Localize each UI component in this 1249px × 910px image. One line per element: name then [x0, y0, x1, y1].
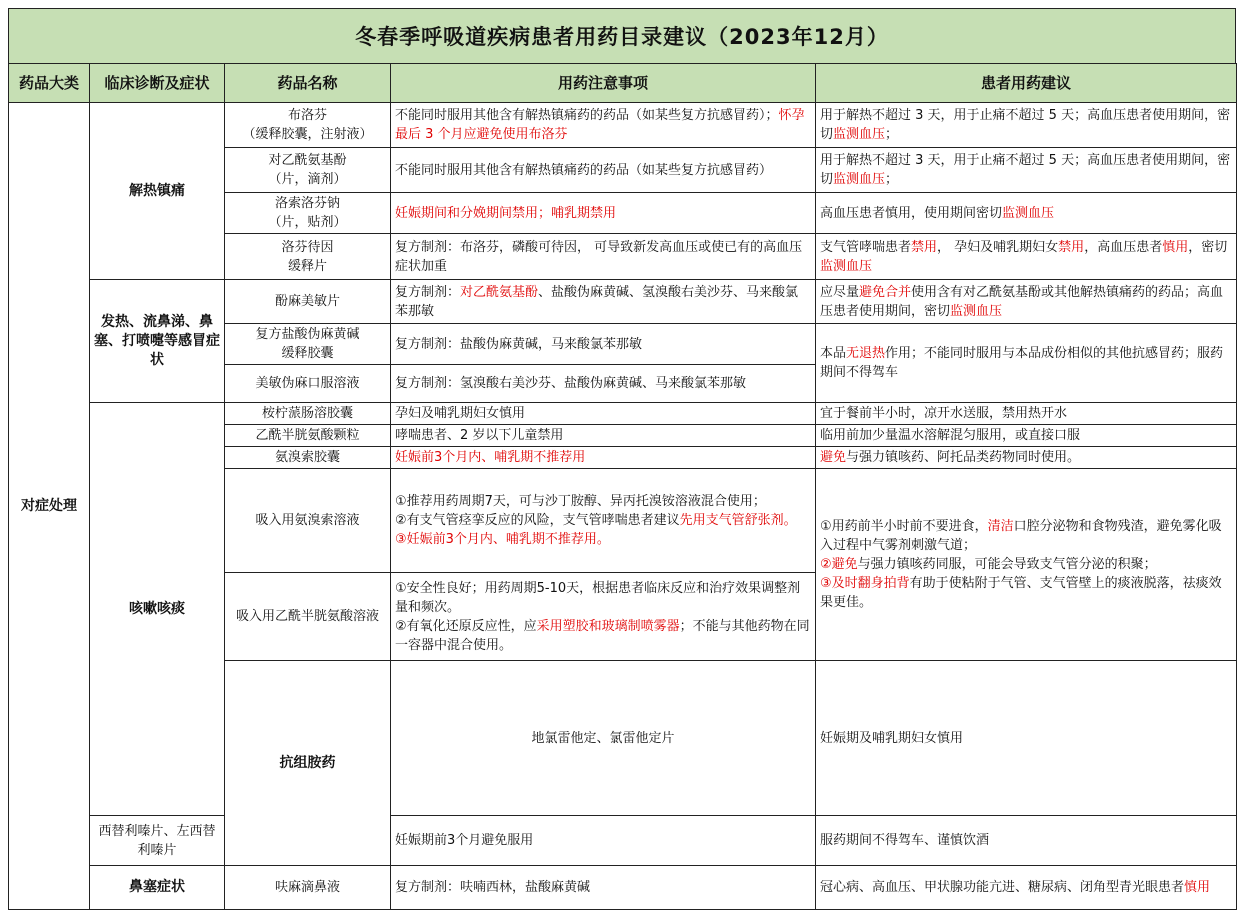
drug-name: 吸入用氨溴索溶液 — [225, 469, 391, 573]
drug-notes: 妊娠期及哺乳期妇女慎用 — [816, 661, 1237, 816]
table-header-row — [9, 64, 1237, 103]
drug-name: 地氯雷他定、氯雷他定片 — [391, 661, 816, 816]
group-fever: 解热镇痛 — [90, 103, 225, 280]
drug-advice: 宜于餐前半小时，凉开水送服，禁用热开水 — [816, 403, 1237, 425]
drug-name: 复方盐酸伪麻黄碱 缓释胶囊 — [225, 324, 391, 365]
drug-table — [8, 63, 1237, 910]
drug-notes: 妊娠期间和分娩期间禁用；哺乳期禁用 — [391, 193, 816, 234]
group-antihistamine: 抗组胺药 — [225, 661, 391, 866]
drug-notes: 哮喘患者、2 岁以下儿童禁用 — [391, 425, 816, 447]
drug-advice: 避免与强力镇咳药、阿托品类药物同时使用。 — [816, 447, 1237, 469]
category-cell: 对症处理 — [9, 103, 90, 910]
drug-name: 吸入用乙酰半胱氨酸溶液 — [225, 573, 391, 661]
drug-name: 西替利嗪片、左西替利嗪片 — [90, 816, 225, 866]
drug-name: 对乙酰氨基酚 （片，滴剂） — [225, 148, 391, 193]
drug-advice: 本品无退热作用；不能同时服用与本品成份相似的其他抗感冒药；服药期间不得驾车 — [816, 324, 1237, 403]
drug-notes: 复方制剂：对乙酰氨基酚、盐酸伪麻黄碱、氢溴酸右美沙芬、马来酸氯苯那敏 — [391, 280, 816, 324]
drug-name: 氨溴索胶囊 — [225, 447, 391, 469]
drug-advice: 服药期间不得驾车、谨慎饮酒 — [816, 816, 1237, 866]
drug-advice: ①用药前半小时前不要进食，清洁口腔分泌物和食物残渣，避免雾化吸入过程中气雾剂刺激气道； ②避免与强力镇咳药同服，可能会导致支气管分泌的积聚； ③及时翻身拍背有助于使粘附于气管、支气管壁上的痰液脱落，祛痰效果更佳。 — [816, 469, 1237, 661]
header-notes: 用药注意事项 — [391, 64, 816, 103]
drug-notes: 复方制剂：呋喃西林，盐酸麻黄碱 — [391, 866, 816, 910]
table-row — [9, 103, 1237, 148]
drug-notes: 不能同时服用其他含有解热镇痛药的药品（如某些复方抗感冒药） — [391, 148, 816, 193]
drug-name: 美敏伪麻口服溶液 — [225, 365, 391, 403]
drug-advice: 高血压患者慎用，使用期间密切监测血压 — [816, 193, 1237, 234]
page-title: 冬春季呼吸道疾病患者用药目录建议（2023年12月） — [8, 8, 1236, 63]
table-row — [9, 280, 1237, 324]
table-row — [9, 403, 1237, 425]
document — [8, 8, 1236, 910]
group-cold: 发热、流鼻涕、鼻塞、打喷嚏等感冒症状 — [90, 280, 225, 403]
drug-notes: 复方制剂：氢溴酸右美沙芬、盐酸伪麻黄碱、马来酸氯苯那敏 — [391, 365, 816, 403]
drug-advice: 冠心病、高血压、甲状腺功能亢进、糖尿病、闭角型青光眼患者慎用 — [816, 866, 1237, 910]
drug-advice: 用于解热不超过 3 天，用于止痛不超过 5 天；高血压患者使用期间，密切监测血压； — [816, 103, 1237, 148]
drug-notes: 妊娠期前3个月避免服用 — [391, 816, 816, 866]
drug-advice: 临用前加少量温水溶解混匀服用，或直接口服 — [816, 425, 1237, 447]
header-drug: 药品名称 — [225, 64, 391, 103]
drug-name: 桉柠蒎肠溶胶囊 — [225, 403, 391, 425]
drug-name: 酚麻美敏片 — [225, 280, 391, 324]
table-row — [9, 866, 1237, 910]
group-nasal: 鼻塞症状 — [90, 866, 225, 910]
drug-name: 乙酰半胱氨酸颗粒 — [225, 425, 391, 447]
drug-notes: 复方制剂：盐酸伪麻黄碱，马来酸氯苯那敏 — [391, 324, 816, 365]
drug-notes: ①安全性良好；用药周期5-10天，根据患者临床反应和治疗效果调整剂量和频次。 ②有氧化还原反应性，应采用塑胶和玻璃制喷雾器；不能与其他药物在同一容器中混合使用。 — [391, 573, 816, 661]
header-diagnosis: 临床诊断及症状 — [90, 64, 225, 103]
drug-notes: 孕妇及哺乳期妇女慎用 — [391, 403, 816, 425]
drug-notes: 复方制剂：布洛芬，磷酸可待因， 可导致新发高血压或使已有的高血压症状加重 — [391, 234, 816, 280]
drug-name: 呋麻滴鼻液 — [225, 866, 391, 910]
header-advice: 患者用药建议 — [816, 64, 1237, 103]
drug-notes: 妊娠前3个月内、哺乳期不推荐用 — [391, 447, 816, 469]
group-cough: 咳嗽咳痰 — [90, 403, 225, 816]
drug-advice: 支气管哮喘患者禁用， 孕妇及哺乳期妇女禁用，高血压患者慎用，密切监测血压 — [816, 234, 1237, 280]
header-category: 药品大类 — [9, 64, 90, 103]
drug-advice: 用于解热不超过 3 天，用于止痛不超过 5 天；高血压患者使用期间，密切监测血压； — [816, 148, 1237, 193]
drug-notes: ①推荐用药周期7天，可与沙丁胺醇、异丙托溴铵溶液混合使用； ②有支气管痉挛反应的风险，支气管哮喘患者建议先用支气管舒张剂。 ③妊娠前3个月内、哺乳期不推荐用。 — [391, 469, 816, 573]
drug-notes: 不能同时服用其他含有解热镇痛药的药品（如某些复方抗感冒药）；怀孕最后 3 个月应避免使用布洛芬 — [391, 103, 816, 148]
drug-name: 洛索洛芬钠 （片，贴剂） — [225, 193, 391, 234]
drug-name: 洛芬待因 缓释片 — [225, 234, 391, 280]
table-row — [9, 816, 1237, 866]
drug-advice: 应尽量避免合并使用含有对乙酰氨基酚或其他解热镇痛药的药品；高血压患者使用期间，密切监测血压 — [816, 280, 1237, 324]
drug-name: 布洛芬 （缓释胶囊，注射液） — [225, 103, 391, 148]
